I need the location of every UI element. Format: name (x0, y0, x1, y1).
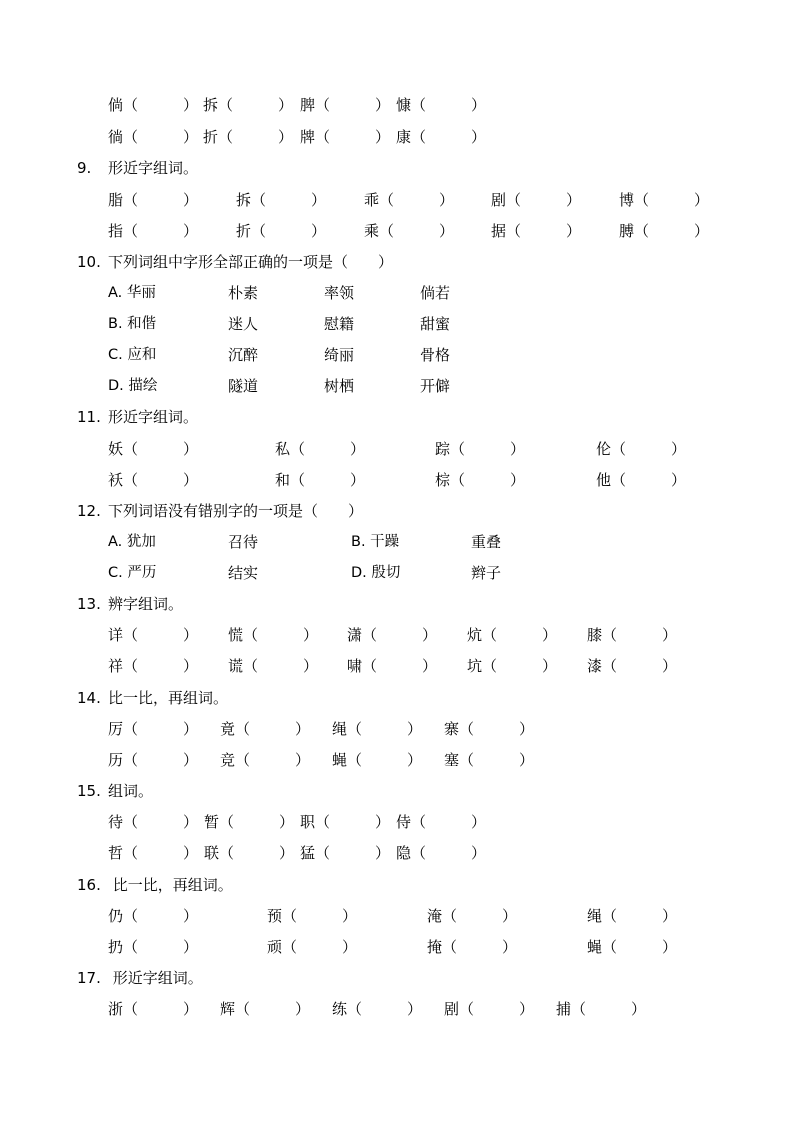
word-row (0, 718, 794, 740)
char-cell: 猛（ ） (300, 844, 391, 862)
question-number: 16. (77, 876, 101, 894)
char-cell: 寨（ ） (444, 720, 535, 738)
char-cell: 指（ ） (108, 222, 199, 240)
char-cell: 剧（ ） (444, 1000, 535, 1018)
char-cell: 职（ ） (300, 813, 391, 831)
char-cell: 辉（ ） (220, 1000, 311, 1018)
char-cell: 袄（ ） (108, 471, 199, 489)
word-row (0, 94, 794, 116)
question-number: 13. (77, 595, 101, 613)
word-row (0, 189, 794, 211)
char-cell: 待（ ） (108, 813, 199, 831)
char-cell: 练（ ） (332, 1000, 423, 1018)
char-cell: 炕（ ） (467, 626, 558, 644)
question-heading (0, 874, 794, 896)
char-cell: 乖（ ） (364, 191, 455, 209)
option-row (0, 531, 794, 553)
question-number: 14. (77, 689, 101, 707)
word-row (0, 220, 794, 242)
char-cell: 私（ ） (275, 440, 366, 458)
option-word: 甜蜜 (420, 315, 451, 333)
char-cell: 厉（ ） (108, 720, 199, 738)
char-cell: 膊（ ） (619, 222, 710, 240)
question-number: 15. (77, 782, 101, 800)
char-cell: 拆（ ） (236, 191, 327, 209)
question-number: 12. (77, 502, 101, 520)
question-heading (0, 687, 794, 709)
option-row (0, 562, 794, 584)
question-number: 10. (77, 253, 101, 271)
option-label: B. 和偕 (108, 316, 157, 332)
option-word: 重叠 (471, 533, 502, 551)
option-label: A. 华丽 (108, 285, 156, 301)
option-word: 迷人 (228, 315, 259, 333)
word-row (0, 842, 794, 864)
question-heading (0, 500, 794, 522)
char-cell: 竞（ ） (220, 751, 311, 769)
word-row (0, 998, 794, 1020)
question-heading (0, 967, 794, 989)
option-word: 绮丽 (324, 346, 355, 364)
char-cell: 哲（ ） (108, 844, 199, 862)
char-cell: 膝（ ） (587, 626, 678, 644)
char-cell: 伦（ ） (596, 440, 687, 458)
word-row (0, 624, 794, 646)
char-cell: 坑（ ） (467, 657, 558, 675)
question-title: 形近字组词。 (108, 408, 199, 426)
option-word: 慰籍 (324, 315, 355, 333)
question-title: 下列词语没有错别字的一项是（ ） (108, 502, 364, 520)
word-row (0, 655, 794, 677)
char-cell: 塞（ ） (444, 751, 535, 769)
option-label: C. 应和 (108, 347, 157, 363)
question-number: 11. (77, 408, 101, 426)
option-word: 结实 (228, 564, 259, 582)
char-cell: 仍（ ） (108, 907, 199, 925)
option-word: 骨格 (420, 346, 451, 364)
question-heading (0, 593, 794, 615)
char-cell: 啸（ ） (347, 657, 438, 675)
option-word: 率领 (324, 284, 355, 302)
char-cell: 顽（ ） (267, 938, 358, 956)
option-row (0, 375, 794, 397)
option-label: C. 严历 (108, 565, 157, 581)
option-label: D. 殷切 (351, 565, 401, 581)
char-cell: 据（ ） (491, 222, 582, 240)
question-title: 比一比，再组词。 (108, 689, 229, 707)
char-cell: 预（ ） (267, 907, 358, 925)
question-heading (0, 251, 794, 273)
char-cell: 和（ ） (275, 471, 366, 489)
char-cell: 折（ ） (236, 222, 327, 240)
char-cell: 蝇（ ） (332, 751, 423, 769)
char-cell: 联（ ） (204, 844, 295, 862)
question-heading (0, 157, 794, 179)
char-cell: 脂（ ） (108, 191, 199, 209)
char-cell: 剧（ ） (491, 191, 582, 209)
option-word: 倘若 (420, 284, 451, 302)
char-cell: 漆（ ） (587, 657, 678, 675)
char-cell: 徜（ ） (108, 128, 199, 146)
option-label: B. 干躁 (351, 534, 400, 550)
option-word: 召待 (228, 533, 259, 551)
char-cell: 脾（ ） (300, 96, 391, 114)
option-word: 辫子 (471, 564, 502, 582)
char-cell: 扔（ ） (108, 938, 199, 956)
char-cell: 倘（ ） (108, 96, 199, 114)
option-word: 树栖 (324, 377, 355, 395)
option-row (0, 282, 794, 304)
char-cell: 博（ ） (619, 191, 710, 209)
char-cell: 捕（ ） (556, 1000, 647, 1018)
question-number: 9. (77, 159, 92, 177)
char-cell: 牌（ ） (300, 128, 391, 146)
word-row (0, 811, 794, 833)
char-cell: 掩（ ） (427, 938, 518, 956)
word-row (0, 438, 794, 460)
option-label: D. 描绘 (108, 378, 158, 394)
char-cell: 隐（ ） (396, 844, 487, 862)
char-cell: 妖（ ） (108, 440, 199, 458)
question-title: 比一比，再组词。 (108, 876, 233, 894)
char-cell: 浙（ ） (108, 1000, 199, 1018)
char-cell: 蝇（ ） (587, 938, 678, 956)
option-word: 隧道 (228, 377, 259, 395)
char-cell: 乘（ ） (364, 222, 455, 240)
word-row (0, 936, 794, 958)
char-cell: 慷（ ） (396, 96, 487, 114)
option-word: 沉醉 (228, 346, 259, 364)
char-cell: 折（ ） (203, 128, 294, 146)
char-cell: 谎（ ） (228, 657, 319, 675)
char-cell: 祥（ ） (108, 657, 199, 675)
option-row (0, 344, 794, 366)
char-cell: 他（ ） (596, 471, 687, 489)
word-row (0, 749, 794, 771)
char-cell: 绳（ ） (587, 907, 678, 925)
char-cell: 潇（ ） (347, 626, 438, 644)
char-cell: 康（ ） (396, 128, 487, 146)
question-title: 下列词组中字形全部正确的一项是（ ） (108, 253, 394, 271)
char-cell: 历（ ） (108, 751, 199, 769)
char-cell: 拆（ ） (203, 96, 294, 114)
question-number: 17. (77, 969, 101, 987)
option-row (0, 313, 794, 335)
question-title: 辨字组词。 (108, 595, 184, 613)
char-cell: 暂（ ） (204, 813, 295, 831)
word-row (0, 469, 794, 491)
char-cell: 淹（ ） (427, 907, 518, 925)
char-cell: 踪（ ） (435, 440, 526, 458)
word-row (0, 126, 794, 148)
question-title: 形近字组词。 (108, 969, 203, 987)
question-title: 组词。 (108, 782, 154, 800)
char-cell: 慌（ ） (228, 626, 319, 644)
char-cell: 侍（ ） (396, 813, 487, 831)
option-word: 开僻 (420, 377, 451, 395)
char-cell: 绳（ ） (332, 720, 423, 738)
question-heading (0, 780, 794, 802)
char-cell: 棕（ ） (435, 471, 526, 489)
char-cell: 竟（ ） (220, 720, 311, 738)
option-word: 朴素 (228, 284, 259, 302)
word-row (0, 905, 794, 927)
question-title: 形近字组词。 (108, 159, 199, 177)
question-heading (0, 406, 794, 428)
option-label: A. 犹加 (108, 534, 156, 550)
char-cell: 详（ ） (108, 626, 199, 644)
